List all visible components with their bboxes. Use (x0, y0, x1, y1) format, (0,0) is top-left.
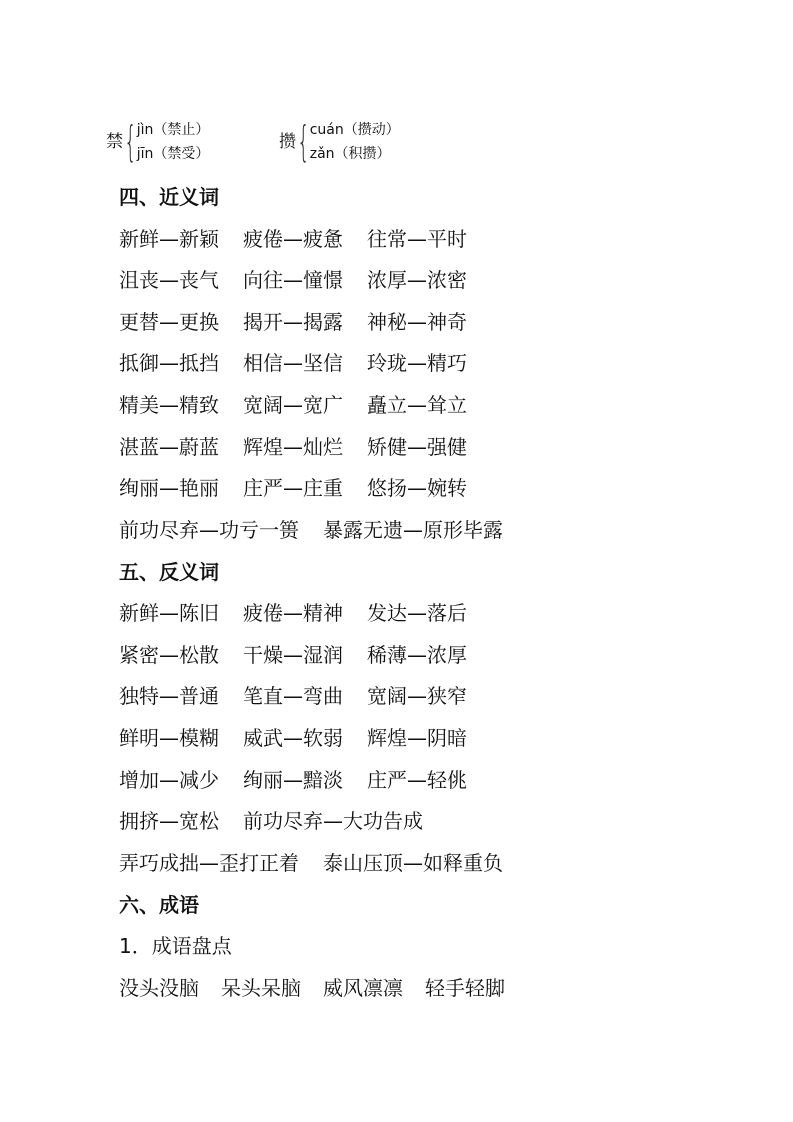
word-pair: 新鲜—陈旧 (119, 601, 219, 625)
word-pair: 庄严—庄重 (243, 476, 343, 500)
word-pair: 前功尽弃—功亏一篑 (119, 518, 299, 542)
word-row (119, 475, 467, 501)
word-pair: 向往—憧憬 (243, 268, 343, 292)
polyphone-zan (279, 118, 400, 166)
word-row (119, 725, 467, 751)
word-pair: 宽阔—狭窄 (367, 684, 467, 708)
word-pair: 紧密—松散 (119, 643, 219, 667)
word-row (119, 808, 423, 834)
brace-icon: { (124, 117, 137, 166)
reading: zǎn（积攒） (309, 146, 391, 162)
idiom: 轻手轻脚 (425, 976, 505, 1000)
word-pair: 拥挤—宽松 (119, 809, 219, 833)
section-heading-antonyms: 五、反义词 (119, 560, 219, 584)
word-pair: 神秘—神奇 (367, 310, 467, 334)
word-pair: 庄严—轻佻 (367, 768, 467, 792)
word-pair: 往常—平时 (367, 227, 467, 251)
word-pair: 抵御—抵挡 (119, 351, 219, 375)
polyphone-jin (106, 118, 209, 166)
brace-icon: { (297, 117, 310, 166)
word-pair: 暴露无遗—原形毕露 (323, 518, 503, 542)
word-row (119, 226, 467, 252)
reading: jīn（禁受） (136, 146, 210, 162)
word-pair: 笔直—弯曲 (243, 684, 343, 708)
polyphone-readings (137, 118, 210, 166)
word-pair: 悠扬—婉转 (367, 476, 467, 500)
word-row (119, 642, 467, 668)
word-pair: 揭开—揭露 (243, 310, 343, 334)
word-pair: 干燥—湿润 (243, 643, 343, 667)
word-pair: 鲜明—模糊 (119, 726, 219, 750)
word-pair: 更替—更换 (119, 310, 219, 334)
word-pair: 宽阔—宽广 (243, 393, 343, 417)
word-row (119, 350, 467, 376)
word-pair: 矗立—耸立 (367, 393, 467, 417)
word-pair: 发达—落后 (367, 601, 467, 625)
word-pair: 绚丽—艳丽 (119, 476, 219, 500)
word-pair: 浓厚—浓密 (367, 268, 467, 292)
idiom-row (119, 975, 505, 1001)
word-row (119, 850, 503, 876)
word-pair: 增加—减少 (119, 768, 219, 792)
word-pair: 精美—精致 (119, 393, 219, 417)
word-pair: 弄巧成拙—歪打正着 (119, 851, 299, 875)
word-pair: 沮丧—丧气 (119, 268, 219, 292)
word-pair: 泰山压顶—如释重负 (323, 851, 503, 875)
word-pair: 湛蓝—蔚蓝 (119, 435, 219, 459)
idiom: 威风凛凛 (323, 976, 403, 1000)
word-pair: 辉煌—阴暗 (367, 726, 467, 750)
word-pair: 绚丽—黯淡 (243, 768, 343, 792)
word-row (119, 392, 467, 418)
word-pair: 威武—软弱 (243, 726, 343, 750)
word-row (119, 309, 467, 335)
word-row (119, 683, 467, 709)
word-pair: 玲珑—精巧 (367, 351, 467, 375)
word-pair: 前功尽弃—大功告成 (243, 809, 423, 833)
word-pair: 矫健—强健 (367, 435, 467, 459)
section-heading-synonyms: 四、近义词 (119, 185, 219, 209)
word-pair: 疲倦—疲惫 (243, 227, 343, 251)
polyphone-char: 禁 (106, 131, 123, 152)
word-pair: 疲倦—精神 (243, 601, 343, 625)
idiom: 没头没脑 (119, 976, 199, 1000)
word-row (119, 434, 467, 460)
idiom: 呆头呆脑 (221, 976, 301, 1000)
word-pair: 稀薄—浓厚 (367, 643, 467, 667)
reading: jìn（禁止） (136, 122, 210, 138)
sub-heading: 1．成语盘点 (119, 934, 232, 958)
word-row (119, 767, 467, 793)
word-row (119, 267, 467, 293)
polyphone-readings (310, 118, 400, 166)
word-row (119, 600, 467, 626)
word-pair: 独特—普通 (119, 684, 219, 708)
word-pair: 新鲜—新颖 (119, 227, 219, 251)
section-heading-idioms: 六、成语 (119, 893, 199, 917)
polyphone-char: 攒 (279, 131, 296, 152)
word-pair: 辉煌—灿烂 (243, 435, 343, 459)
word-pair: 相信—坚信 (243, 351, 343, 375)
word-row (119, 517, 503, 543)
reading: cuán（攒动） (309, 122, 400, 138)
